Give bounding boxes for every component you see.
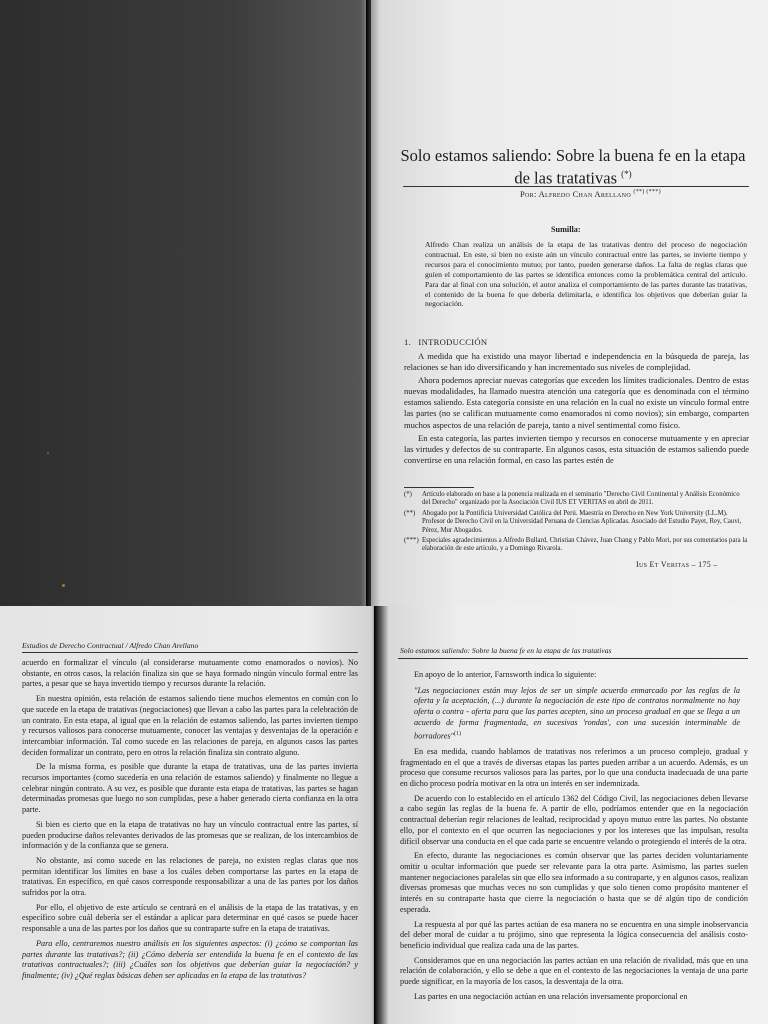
bottom-page-spread (0, 606, 768, 1024)
paragraph: En esta categoría, las partes invierten tiempo y recursos en conocerse mutuamente y en apreciar las virtudes y defectos de su contraparte. En algunos casos, esta situación de estamos saliendo puede convertirse en una relación formal, en caso las partes estén de (404, 432, 749, 465)
paragraph: No obstante, así como sucede en las relaciones de pareja, no existen reglas claras que nos permitan identificar los límites en base a los cuáles deben comportarse las partes en la etapa de tratativas. En específico, en qué casos corresponde responsabilizar a una de las partes por los daños sufridos por la otra. (22, 855, 358, 898)
scan-speck (47, 452, 49, 454)
running-head-rule-left (22, 652, 358, 653)
paragraph: Para ello, centraremos nuestro análisis en los siguientes aspectos: (i) ¿cómo se comportan las partes durante las tratativas?; (ii) ¿Cómo debería ser entendida la buena fe en el contexto de las tratativas contractuales?; (iii) ¿Cuáles son los objetivos que deberían guiar la negociación? y finalmente; (iv) ¿Qué reglas básicas deben ser aplicadas en la etapa de las tratativas? (22, 938, 358, 980)
paragraph: acuerdo en formalizar el vínculo (al considerarse mutuamente como enamorados o novios). No obstante, en otros casos, la relación finaliza sin que se haya formado ningún vínculo formal entre las partes, a pesar que se haya invertido tiempo y recursos durante la relación. (22, 658, 358, 689)
paragraph: A medida que ha existido una mayor libertad e independencia en la búsqueda de pareja, las relaciones se han ido diversificando y han incrementado sus niveles de complejidad. (404, 351, 749, 373)
title-rule (403, 186, 749, 187)
page-footer: Ius Et Veritas – 175 – (636, 560, 718, 569)
paragraph: Ahora podemos apreciar nuevas categorías que exceden los límites tradicionales. Dentro de estas nuevas modalidades, ha llamado nuestra atención una categoría que es denominada con el término estamos saliendo. Esta categoría consiste en una relación en la cual no existe un vínculo formal entre las partes (no se califican mutuamente como enamorados ni como novios); sin embargo, comparten muchos aspectos de una relación de pareja, tanto a nivel sentimental como físico. (404, 375, 749, 430)
footnote: (*) Artículo elaborado en base a la ponencia realizada en el seminario "Derecho Civil Continental y Análisis Económico del Derecho" organizado por la Asociación Civil IUS ET VERITAS en abril de 2011. (404, 491, 740, 507)
paragraph: En efecto, durante las negociaciones es común observar que las partes deciden voluntariamente omitir u ocultar información que puede ser relevante para la otra parte. Asimismo, las partes suelen mantener negociaciones paralelas sin que ello sea informado a su contraparte, y en algunos casos, realizan diversas promesas que muchas veces no son cumplidas y que solo tienen como propósito mantener el interés en su contraparte hasta que cierre la negociación o hasta que se dé algún tipo de condición esperada. (400, 851, 748, 914)
page2-right-body (400, 670, 748, 1002)
block-quote: "Las negociaciones están muy lejos de ser un simple acuerdo enmarcado por las reglas de la oferta y la aceptación, (...) durante la negociación de este tipo de contratos normalmente no hay oferta o contra - oferta para que las partes acepten, sino un proceso gradual en que se llega a un acuerdo de forma fragmentada, en sucesivas 'rondas', con una sucesión interminable de borradores"$^{(1)}$ (414, 685, 740, 741)
paragraph: De la misma forma, es posible que durante la etapa de tratativas, una de las partes invierta recursos importantes (como sucedería en una relación de estamos saliendo) y finalmente no llegue a celebrar ningún contrato. A su vez, es posible que durante esta etapa de tratativas, las partes se hagan determinadas promesas que luego no son cumplidas, pese a haber generado cierta confianza en la otra parte. (22, 762, 358, 815)
footnotes (404, 491, 749, 554)
running-head-left: Estudios de Derecho Contractual / Alfredo Chan Arellano (22, 641, 199, 650)
paragraph: De acuerdo con lo establecido en el artículo 1362 del Código Civil, las negociaciones deben llevarse a cabo según las reglas de la buena fe. A partir de ello, podríamos entender que en la negociación contractual deberían regir relaciones de lealtad, reciprocidad y apoyo mutuo entre las partes. No obstante ello, por el contexto en el que ocurren las negociaciones y por los intereses que las impulsan, resulta difícil observar una conducta en el que cada parte se encuentre velando o protegiendo el interés de la otra. (400, 793, 748, 846)
scan-speck (62, 584, 65, 587)
book-spine-shadow (374, 606, 378, 1024)
section-heading: 1. INTRODUCCIÓN (404, 337, 488, 347)
page1-body (404, 351, 749, 466)
sumilla-text: Alfredo Chan realiza un análisis de la etapa de las tratativas dentro del proceso de negociación contractual. En este, si bien no existe aún un vínculo contractual entre las partes, se invierte tiempo y recursos para el conocimiento mutuo; por tanto, pueden generarse daños. La falta de reglas claras que guíen el comportamiento de las partes se identifica entonces como la problemática central del artículo. Para dar al final con una solución, el autor analiza el comportamiento de las partes durante las tratativas, el contenido de la buena fe que debería delimitarla, e identifica los objetivos que deberían guiar la negociación. (425, 240, 747, 309)
footnote: (**) Abogado por la Pontificia Universidad Católica del Perú. Maestría en Derecho en New York University (LL.M). Profesor de Derecho Civil en la Universidad Peruana de Ciencias Aplicadas. Asociado del Estudio Payet, Rey, Cauvi, Pérez, Mur Abogados. (404, 509, 742, 534)
paragraph: Las partes en una negociación actúan en una relación inversamente proporcional en (414, 991, 688, 1001)
paragraph: Consideramos que en una negociación las partes actúan en una relación de rivalidad, más que en una relación de colaboración, y ello se debe a que en el contexto de las negociaciones la ventaja de una parte puede significar, en la mayoría de los casos, la desventaja de la otra. (400, 955, 748, 987)
article-title: Solo estamos saliendo: Sobre la buena fe en la etapa de las tratativas (*) (400, 146, 746, 188)
sumilla-heading: Sumilla: (551, 225, 581, 234)
paragraph: La respuesta al por qué las partes actúan de esa manera no se encuentra en una simple inobservancia del deber moral de cuidar a tu prójimo, sino que representa la lógica consecuencia del análisis costo-beneficio individual que realiza cada una de las partes. (400, 919, 748, 950)
paragraph: En nuestra opinión, esta relación de estamos saliendo tiene muchos elementos en común con lo que sucede en la etapa de tratativas (negociaciones) que llevan a cabo las partes para la celebración de un contrato. En esta etapa, al igual que en la relación de estamos saliendo, las partes invierten tiempo y recursos valiosos para conocerse mutuamente, conocer las ventajas y desventajas de la operación e intercambiar información. Tal como sucede en las relaciones de pareja, en algunos casos las partes deciden formalizar un contrato, pero en otros la relación finaliza sin contrato alguno. (22, 694, 358, 757)
author-byline: Por: Alfredo Chan Arellano (**) (***) (520, 189, 661, 199)
page2-left-body (22, 658, 358, 982)
footnote: (***) Especiales agradecimientos a Alfredo Bullard, Christian Chávez, Juan Chang y Pablo Mori, por sus comentarios para la elaboración de este artículo, y a Domingo Rivarola. (404, 537, 748, 553)
footnote-rule (404, 487, 474, 488)
book-spine-shadow (366, 0, 371, 606)
paragraph: En esa medida, cuando hablamos de tratativas nos referimos a un proceso complejo, gradual y fragmentado en el que a través de diversas etapas las partes pueden arribar a un acuerdo. Además, es un proceso que consume recursos valiosos para las partes, por lo que una conducta inadecuada de una parte en dicho proceso podría motivar en la otra un interés en ser indemnizada. (400, 746, 748, 789)
paragraph: Por ello, el objetivo de este artículo se centrará en el análisis de la etapa de las tratativas, y en específico sobre cuál debería ser el estándar a aplicar para determinar en qué casos se puede hacer responsable a una de las partes por los daños que su contraparte sufre en la etapa de tratativas. (22, 902, 358, 934)
running-head-right: Solo estamos saliendo: Sobre la buena fe en la etapa de las tratativas (400, 646, 612, 655)
paragraph: Si bien es cierto que en la etapa de tratativas no hay un vínculo contractual entre las partes, sí pueden producirse daños relevantes derivados de las promesas que se realizan, de los intercambios de información y de la confianza que se genera. (22, 819, 358, 851)
running-head-rule-right (398, 658, 748, 659)
paragraph: En apoyo de lo anterior, Farnsworth indica lo siguiente: (414, 670, 597, 679)
